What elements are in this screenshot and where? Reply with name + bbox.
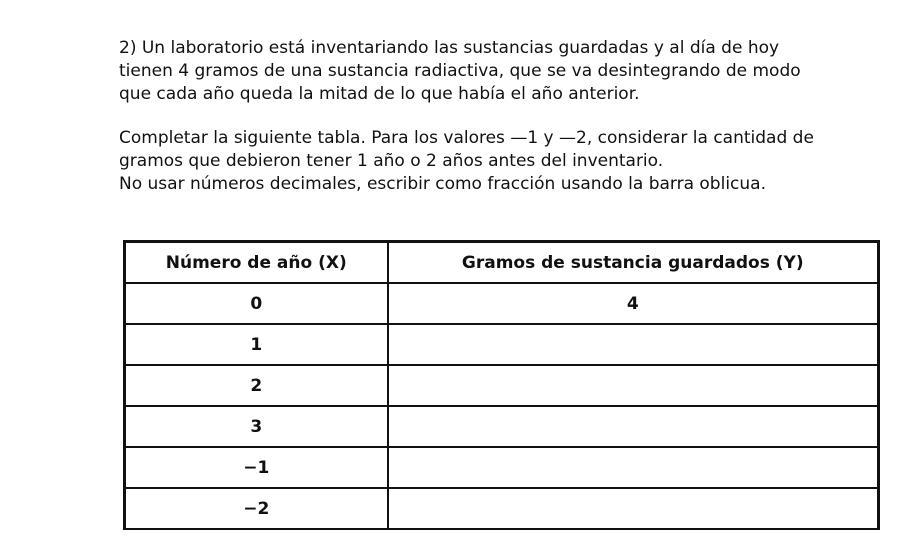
y-value-cell[interactable] bbox=[388, 324, 879, 365]
table-row bbox=[125, 365, 879, 406]
header-y-column: Gramos de sustancia guardados (Y) bbox=[388, 242, 879, 284]
y-value-cell[interactable] bbox=[388, 488, 879, 529]
table-row bbox=[125, 447, 879, 488]
x-value-cell: 2 bbox=[125, 365, 388, 406]
table-header-row bbox=[125, 242, 879, 284]
y-value-cell[interactable] bbox=[388, 447, 879, 488]
x-value-cell: −1 bbox=[125, 447, 388, 488]
x-value-cell: −2 bbox=[125, 488, 388, 529]
y-value-cell[interactable] bbox=[388, 406, 879, 447]
table-row bbox=[125, 406, 879, 447]
header-x-column: Número de año (X) bbox=[125, 242, 388, 284]
table-row bbox=[125, 283, 879, 324]
x-value-cell: 1 bbox=[125, 324, 388, 365]
y-value-cell[interactable] bbox=[388, 365, 879, 406]
table-row bbox=[125, 324, 879, 365]
problem-statement: 2) Un laboratorio está inventariando las sustancias guardadas y al día de hoy tienen 4 gramos de una sustancia radiactiva, que se va desintegrando de modo que cada año queda la mitad de lo que había el año anterior. bbox=[119, 38, 801, 104]
table-row bbox=[125, 488, 879, 529]
x-value-cell: 0 bbox=[125, 283, 388, 324]
values-table bbox=[123, 240, 880, 530]
instructions-text: Completar la siguiente tabla. Para los valores —1 y —2, considerar la cantidad de gramos que debieron tener 1 año o 2 años antes del inventario. No usar números decimales, escribir como fracción usando la barra oblicua. bbox=[119, 128, 814, 194]
x-value-cell: 3 bbox=[125, 406, 388, 447]
y-value-cell[interactable]: 4 bbox=[388, 283, 879, 324]
